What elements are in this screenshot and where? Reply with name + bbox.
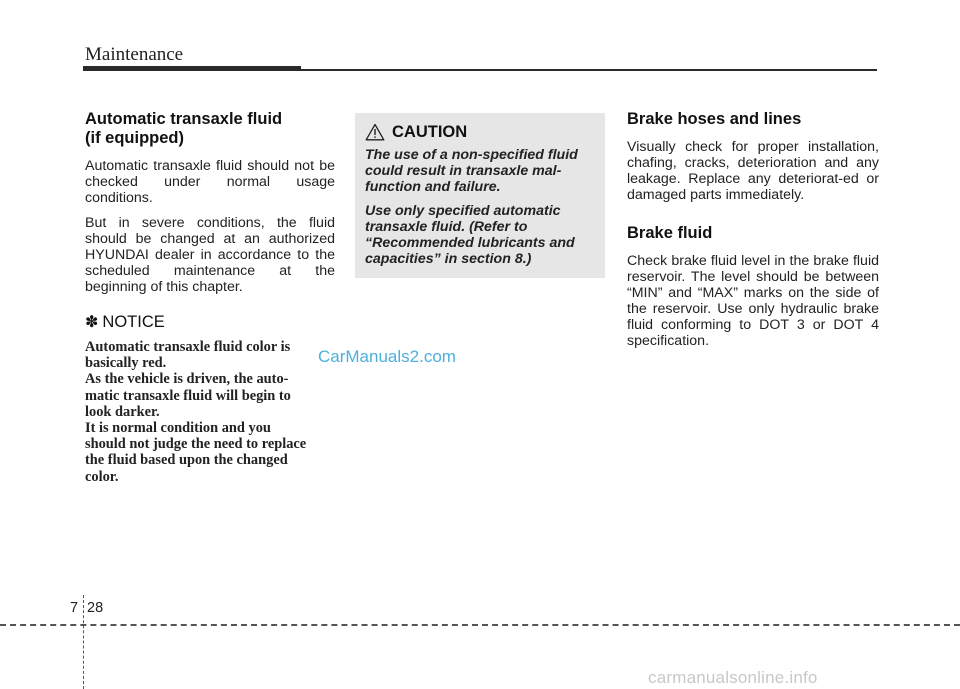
notice-text: Automatic transaxle fluid color is basically red. As the vehicle is driven, the auto- matic transaxle fluid will begin to look darker. It is normal condition and you should not judge the need to replace the fluid based upon the changed color. bbox=[85, 339, 307, 485]
transaxle-para-1: Automatic transaxle fluid should not be checked under normal usage conditions. bbox=[85, 158, 335, 206]
caution-label: CAUTION bbox=[392, 122, 468, 141]
footer-divider bbox=[83, 595, 84, 689]
brake-fluid-heading: Brake fluid bbox=[627, 224, 713, 242]
notice-cross-icon: ✽ bbox=[85, 314, 99, 331]
caution-box bbox=[355, 113, 605, 278]
chapter-number: 7 bbox=[70, 600, 79, 616]
page-number: 28 bbox=[87, 600, 104, 616]
caution-para-2: Use only specified automatic transaxle fluid. (Refer to “Recommended lubricants and capacities” in section 8.) bbox=[365, 203, 575, 267]
header-rule-thick bbox=[83, 66, 301, 71]
warning-triangle-icon bbox=[365, 123, 385, 141]
notice-title: ✽ NOTICE bbox=[85, 313, 165, 331]
brake-fluid-para: Check brake fluid level in the brake fluid reservoir. The level should be between “MIN” and “MAX” marks on the side of the reservoir. Use only hydraulic brake fluid conforming to DOT 3 or DOT 4 specification. bbox=[627, 253, 879, 349]
caution-para-1: The use of a non-specified fluid could result in transaxle mal- function and failure. bbox=[365, 147, 578, 195]
right-column bbox=[627, 110, 879, 349]
caution-header bbox=[365, 122, 597, 142]
brake-hoses-heading: Brake hoses and lines bbox=[627, 110, 802, 128]
site-footer-text: carmanualsonline.info bbox=[648, 668, 818, 687]
left-column bbox=[85, 110, 335, 485]
transaxle-para-2: But in severe conditions, the fluid should be changed at an authorized HYUNDAI dealer in accordance to the scheduled maintenance at the beginning of this chapter. bbox=[85, 215, 335, 295]
section-title: Maintenance bbox=[85, 44, 184, 65]
transaxle-fluid-heading: Automatic transaxle fluid (if equipped) bbox=[85, 110, 283, 147]
footer-rule bbox=[0, 624, 960, 626]
watermark-text: CarManuals2.com bbox=[318, 347, 456, 366]
header-rule-thin bbox=[301, 69, 877, 71]
brake-hoses-para: Visually check for proper installation, chafing, cracks, deterioration and any leakage. Replace any deteriorat-ed or damaged parts immediately. bbox=[627, 139, 879, 203]
